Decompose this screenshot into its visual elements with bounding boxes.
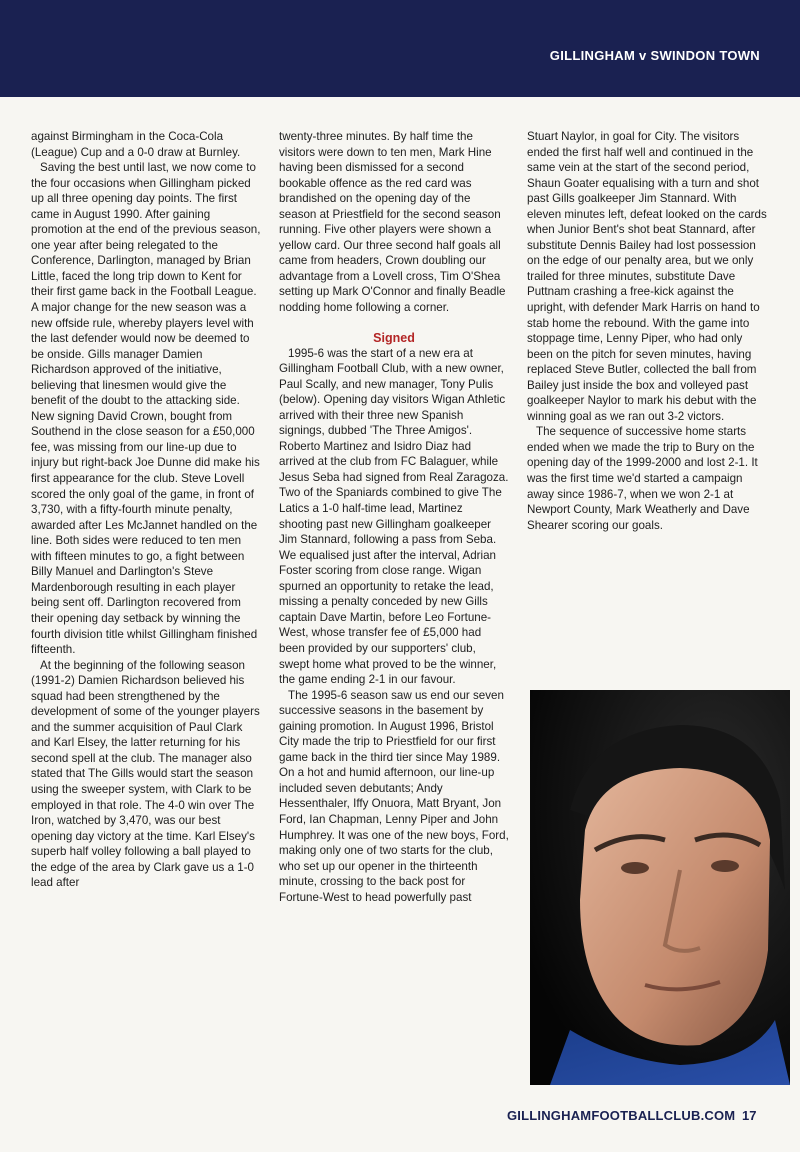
paragraph: twenty-three minutes. By half time the visitors were down to ten men, Mark Hine having been dismissed for a second bookable offence as the red card was brandished on the opening day of the season at Priestfield for the second season running. Five other players were shown a yellow card. Our three second half goals all came from headers, Crown doubling our advantage from a Lovell cross, Tim O'Shea setting up Mark O'Connor and finally Beadle nodding home following a corner. [279, 130, 506, 315]
article-column-2 [279, 129, 509, 905]
website-url: GILLINGHAMFOOTBALLCLUB.COM [507, 1108, 736, 1123]
section-subheading: Signed [373, 330, 415, 345]
page-number: 17 [742, 1108, 757, 1123]
article-column-3 [527, 129, 767, 533]
paragraph: At the beginning of the following season (1991-2) Damien Richardson believed his squad had been strengthened by the development of some of the younger players and the summer acquisition of Paul Clark and Karl Elsey, the latter returning for his second spell at the club. The manager also stated that The Gills would start the season using the sweeper system, with Clark to be employed in that role. The 4-0 win over The Iron, watched by 3,470, was our best opening day victory at the time. Karl Elsey's superb half volley following a ball played to the edge of the area by Clark gave us a 1-0 lead after [31, 658, 260, 890]
portrait-image [530, 690, 790, 1085]
paragraph: The 1995-6 season saw us end our seven successive seasons in the basement by gaining promotion. In August 1996, Bristol City made the trip to Priestfield for our first game back in the third tier since May 1989. On a hot and humid afternoon, our line-up included seven debutants; Andy Hessenthaler, Iffy Onuora, Matt Bryant, Jon Ford, Ian Chapman, Lenny Piper and John Humphrey. It was one of the new boys, Ford, making only one of two starts for the club, who set up our opener in the thirteenth minute, crossing to the back post for Fortune-West to head powerfully past [279, 688, 509, 904]
match-title: GILLINGHAM v SWINDON TOWN [549, 48, 760, 63]
article-column-1 [31, 129, 263, 891]
paragraph: Saving the best until last, we now come to the four occasions when Gillingham picked up all three opening day points. The first came in August 1990. After gaining promotion at the end of the previous season, one year after being relegated to the Conference, Darlington, managed by Brian Little, faced the long trip down to Kent for their first game back in the Football League. A major change for the new season was a new offside rule, whereby players level with the last defender would now be deemed to be onside. Gills manager Damien Richardson approved of the initiative, believing that linesmen would give the benefit of the doubt to the attacking side. New signing David Crown, bought from Southend in the close season for a £50,000 fee, was missing from our line-up due to injury but right-back Joe Dunne did make his first appearance for the club. Steve Lovell scored the only goal of the game, in front of 3,730, with a fifty-fourth minute penalty, awarded after Les McJannet handled on the line. Both sides were reduced to ten men with fifteen minutes to go, a fight between Billy Manuel and Darlington's Steve Mardenborough resulting in each player being sent off. Darlington recovered from their opening day setback by winning the fourth division title whilst Gillingham finished fifteenth. [31, 161, 261, 657]
paragraph: Stuart Naylor, in goal for City. The visitors ended the first half well and continued in the same vein at the start of the second period, Shaun Goater equalising with a turn and shot past Gills goalkeeper Jim Stannard. With eleven minutes left, defeat looked on the cards when Junior Bent's shot beat Stannard, after substitute Dennis Bailey had lost possession on the edge of our penalty area, but we only trailed for three minutes, substitute Dave Puttnam crashing a free-kick against the upright, with defender Mark Harris on hand to stab home the rebound. With the game into stoppage time, Lenny Piper, who had only been on the pitch for seven minutes, having replaced Steve Butler, collected the ball from Bailey just inside the box and volleyed past goalkeeper Naylor to mark his debut with the winning goal as we ran out 3-2 victors. [527, 130, 767, 423]
paragraph: The sequence of successive home starts ended when we made the trip to Bury on the opening day of the 1999-2000 and lost 2-1. It was the first time we'd started a campaign away since 1986-7, when we won 2-1 at Newport County, Mark Weatherly and Dave Shearer scoring our goals. [527, 425, 758, 532]
manager-portrait-photo [530, 690, 790, 1085]
page-header-banner [0, 0, 800, 97]
paragraph: against Birmingham in the Coca-Cola (League) Cup and a 0-0 draw at Burnley. [31, 130, 241, 159]
paragraph: 1995-6 was the start of a new era at Gillingham Football Club, with a new owner, Paul Scally, and new manager, Tony Pulis (below). Opening day visitors Wigan Athletic arrived with their three new Spanish signings, dubbed 'The Three Amigos'. Roberto Martinez and Isidro Diaz had arrived at the club from FC Balaguer, while Jesus Seba had signed from Real Zaragoza. Two of the Spaniards combined to give The Latics a 1-0 half-time lead, Martinez shooting past new Gillingham goalkeeper Jim Stannard, following a pass from Seba. We equalised just after the interval, Adrian Foster scoring from close range. Wigan spurned an opportunity to retake the lead, missing a penalty conceded by new Gills captain Dave Martin, before Leo Fortune-West, whose transfer fee of £5,000 had been provided by our supporters' club, swept home what proved to be the winner, the game ending 2-1 in our favour. [279, 346, 509, 687]
